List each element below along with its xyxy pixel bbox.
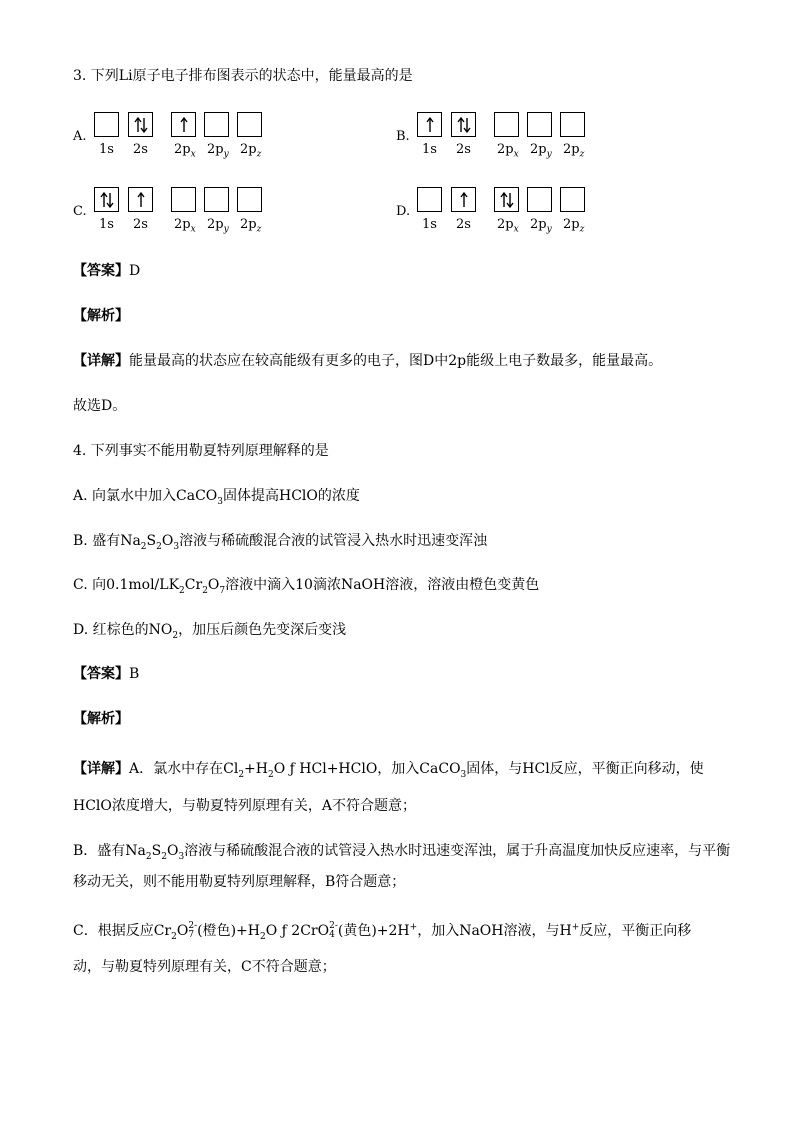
q4-detail-b-line2: 移动无关，则不能用勒夏特列原理解释，B符合题意；	[73, 874, 406, 890]
orbital-label: $2p_y$	[530, 217, 552, 235]
q4-option-a: A. 向氯水中加入CaCO$_3$固体提高HClO的浓度	[73, 488, 360, 507]
answer-value: D	[129, 263, 141, 279]
orbital-box	[171, 112, 196, 137]
q4-option-b: B. 盛有$Na_2S_2O_3$溶液与稀硫酸混合液的试管浸入热水时迅速变浑浊	[73, 533, 488, 552]
orbital-label: 2s	[133, 142, 148, 157]
orbital-label: $2p_y$	[207, 142, 229, 160]
q4-detail-a-line1: 【详解】A．氯水中存在$Cl_2+H_2O$ ƒ HCl+HClO，加入CaCO$_3$固体，与HCl反应，平衡正向移动，使	[73, 761, 704, 780]
orbital-box	[494, 187, 519, 212]
orbital-label: $2p_x$	[174, 217, 196, 235]
q3-analysis-tag: 【解析】	[73, 308, 129, 324]
q4-analysis-tag: 【解析】	[73, 711, 129, 727]
q3-detail	[73, 352, 662, 370]
spin-up-arrow-icon	[101, 193, 107, 207]
option-letter: A.	[73, 129, 87, 144]
orbital-box	[560, 187, 585, 212]
orbital-box	[128, 112, 153, 137]
orbital-box	[417, 187, 442, 212]
q3-answer	[73, 262, 140, 280]
orbital-label: $2p_z$	[563, 217, 585, 235]
detail-text: 能量最高的状态应在较高能级有更多的电子，图D中2p能级上电子数最多，能量最高。	[129, 353, 663, 369]
orbital-label: $2p_x$	[497, 142, 519, 160]
q4-detail-b-line1: B．盛有$Na_2S_2O_3$溶液与稀硫酸混合液的试管浸入热水时迅速变浑浊，属于升高温度加快反应速率，与平衡	[73, 843, 731, 862]
answer-value: B	[129, 666, 140, 682]
orbital-label: $2p_x$	[497, 217, 519, 235]
spin-down-arrow-icon	[464, 118, 470, 132]
orbital-label: $2p_z$	[563, 142, 585, 160]
orbital-label: 1s	[422, 217, 437, 232]
option-letter: D.	[396, 204, 411, 219]
orbital-box	[94, 112, 119, 137]
orbital-label: $2p_z$	[240, 142, 262, 160]
orbital-box	[171, 187, 196, 212]
orbital-label: $2p_z$	[240, 217, 262, 235]
q3-conclusion: 故选D。	[73, 398, 127, 414]
q3-stem: 3. 下列Li原子电子排布图表示的状态中，能量最高的是	[73, 68, 413, 84]
orbital-label: 2s	[456, 217, 471, 232]
orbital-label: 2s	[133, 217, 148, 232]
option-letter: B.	[396, 129, 410, 144]
q4-stem: 4. 下列事实不能用勒夏特列原理解释的是	[73, 443, 329, 459]
orbital-box	[237, 112, 262, 137]
q4-detail-c-line1: C．根据反应$Cr_2O$ 2- 7 (橙色)$+H_2O$ ƒ 2CrO 2- 4 (黄色)+2H+，加入NaOH溶液，与H+反应，平衡正向移	[73, 921, 692, 942]
orbital-box	[204, 112, 229, 137]
spin-up-arrow-icon	[138, 193, 144, 207]
spin-up-arrow-icon	[181, 118, 187, 132]
spin-up-arrow-icon	[427, 118, 433, 132]
q4-option-c: C. 向$0.1mol/LK_2Cr_2O_7$溶液中滴入10滴浓NaOH溶液，溶液由橙色变黄色	[73, 577, 540, 596]
answer-tag: 【答案】	[73, 263, 129, 279]
orbital-box	[527, 112, 552, 137]
orbital-box	[417, 112, 442, 137]
orbital-box	[204, 187, 229, 212]
detail-tag: 【详解】	[73, 353, 129, 369]
orbital-box	[527, 187, 552, 212]
orbital-label: 1s	[422, 142, 437, 157]
spin-down-arrow-icon	[107, 193, 113, 207]
option-letter: C.	[73, 204, 87, 219]
spin-up-arrow-icon	[501, 193, 507, 207]
spin-down-arrow-icon	[141, 118, 147, 132]
orbital-box	[94, 187, 119, 212]
orbital-label: 1s	[99, 217, 114, 232]
orbital-label: 2s	[456, 142, 471, 157]
orbital-box	[237, 187, 262, 212]
q4-detail-c-line2: 动，与勒夏特列原理有关，C不符合题意；	[73, 959, 336, 975]
orbital-label: 1s	[99, 142, 114, 157]
orbital-label: $2p_y$	[207, 217, 229, 235]
q4-detail-a-line2: HClO浓度增大，与勒夏特列原理有关，A不符合题意；	[73, 798, 416, 814]
q4-answer	[73, 665, 139, 683]
orbital-box	[451, 112, 476, 137]
q4-option-d: D. 红棕色的$NO_2$，加压后颜色先变深后变浅	[73, 622, 347, 641]
orbital-box	[128, 187, 153, 212]
orbital-box	[494, 112, 519, 137]
orbital-label: $2p_x$	[174, 142, 196, 160]
spin-up-arrow-icon	[461, 193, 467, 207]
orbital-box	[451, 187, 476, 212]
answer-tag: 【答案】	[73, 666, 129, 682]
spin-up-arrow-icon	[458, 118, 464, 132]
orbital-label: $2p_y$	[530, 142, 552, 160]
spin-up-arrow-icon	[135, 118, 141, 132]
spin-down-arrow-icon	[507, 193, 513, 207]
orbital-box	[560, 112, 585, 137]
